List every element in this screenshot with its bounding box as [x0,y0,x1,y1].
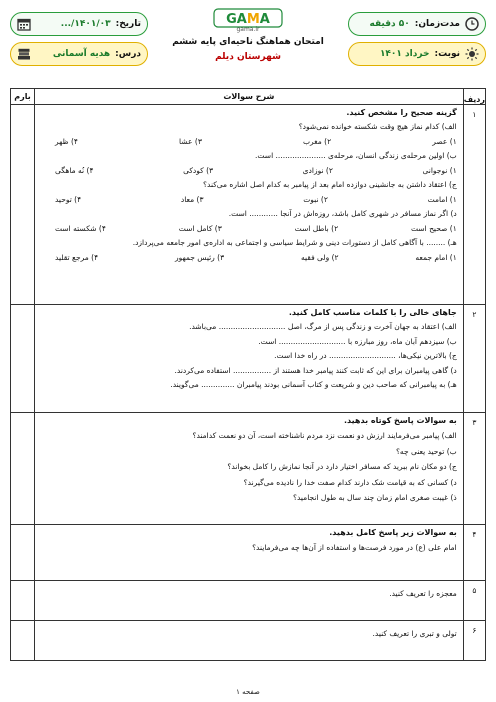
question-title: به سوالات پاسخ کوتاه بدهید. [343,416,457,425]
questions-table [10,88,486,661]
header-right-column [348,6,486,84]
subject-label: درس: [115,49,141,59]
options-row [41,222,457,237]
question-line: د) اگر نماز مسافر در شهری کامل باشد، روزه‌اش در آنجا ............ است. [228,209,457,218]
question-row [11,413,486,525]
option[interactable]: ۱) صحیح است [410,223,457,233]
option[interactable]: ۲) باطل است [294,223,339,233]
col-num-header: ردیف [463,89,485,105]
gama-logo-mark [213,8,283,28]
option[interactable]: ۱) عصر [432,136,457,146]
option[interactable]: ۱) امامت [427,194,457,204]
option[interactable]: ۲) نوزادی [302,165,333,175]
question-row [11,581,486,621]
question-row [11,525,486,581]
question-number: ۳ [463,413,485,525]
date-label: تاریخ: [115,19,141,29]
shift-value: خرداد ۱۴۰۱ [379,49,430,59]
col-score-header: بارم [11,89,35,105]
question-title: جاهای خالی را با کلمات مناسب کامل کنید. [288,308,457,317]
question-row [11,105,486,305]
question-line: الف) پیامبر می‌فرمایند ارزش دو نعمت نزد مردم ناشناخته است، آن دو نعمت کدامند؟ [192,431,457,440]
option[interactable]: ۳) کودکی [183,165,214,175]
date-value: ۱۴۰۱/۰۳/... [60,19,111,29]
score-cell [11,621,35,661]
question-line: هـ) به پیامبرانی که صاحب دین و شریعت و کتاب آسمانی بودند پیامبران .............. می‌گویند. [170,380,457,389]
question-body [35,305,464,413]
question-line: د) کسانی که به قیامت شک دارند کدام صفت خدا را نادیده می‌گیرند؟ [243,477,457,487]
question-line: الف) کدام نماز هیچ وقت شکسته خوانده نمی‌شود؟ [298,122,457,131]
options-row [41,135,457,150]
question-body [35,525,464,581]
option[interactable]: ۱) نوجوانی [422,165,457,175]
shift-pill [348,42,486,66]
question-row [11,621,486,661]
option[interactable]: ۲) مغرب [302,136,332,146]
option[interactable]: ۳) معاد [180,194,204,204]
option[interactable]: ۳) عشا [179,136,202,146]
svg-text:GAMA: GAMA [226,12,270,27]
question-line: معجزه را تعریف کنید. [389,589,457,598]
duration-pill [348,12,486,36]
question-number: ۴ [463,525,485,581]
option[interactable]: ۳) کامل است [178,223,222,233]
option[interactable]: ۴) مرجع تقلید [55,252,99,262]
duration-label: مدت‌زمان: [414,19,460,29]
sun-icon [465,47,479,61]
question-line: ج) دو مکان نام ببرید که مسافر اختیار دارد در آنجا نمازش را کامل بخواند؟ [227,462,457,471]
question-line: ب) توحید یعنی چه؟ [395,446,457,456]
question-title: به سوالات زیر پاسخ کامل بدهید. [329,528,457,537]
score-cell [11,305,35,413]
logo-subtext: gama.ir [236,26,260,33]
clock-icon [465,17,479,31]
question-line: ج) بالاترین نیکی‌ها، ............................ در راه خدا است. [274,351,457,360]
option[interactable]: ۲) نبوت [303,194,328,204]
col-desc-header: شرح سوالات [35,89,464,105]
question-body [35,581,464,621]
question-number: ۶ [463,621,485,661]
question-line: هـ) ........ با آگاهی کامل از دستورات دینی و شرایط سیاسی و اجتماعی به اداره‌ی امور جامعه می‌پردازد. [132,238,457,247]
question-number: ۲ [463,305,485,413]
score-cell [11,105,35,305]
option[interactable]: ۴) نُه ماهگی [55,165,94,175]
score-cell [11,413,35,525]
books-icon [17,47,31,61]
subject-pill [10,42,148,66]
header-center [148,6,348,84]
question-line: د) گاهی پیامبران برای این که ثابت کنند پیامبر خدا هستند از ................ استفاده می‌کردند. [174,365,457,375]
options-row [41,164,457,179]
option[interactable]: ۲) ولی فقیه [300,252,339,262]
calendar-icon [17,17,31,31]
exam-city: شهرستان دیلم [215,52,281,62]
question-body [35,105,464,305]
option[interactable]: ۳) رئیس جمهور [174,252,225,262]
question-line: ج) اعتقاد داشتن به جانشینی دوازده امام بعد از پیامبر به کدام اصل اشاره می‌کند؟ [203,180,457,189]
header-left-column [10,6,148,84]
question-line: ب) سیزدهم آبان ماه، روز مبارزه با ............................ است. [258,336,457,346]
option[interactable]: ۱) امام جمعه [415,252,457,262]
gama-logo [213,8,283,33]
question-line: ب) اولین مرحله‌ی زندگی انسان، مرحله‌ی ..................... است. [255,151,457,160]
duration-value: ۵۰ دقیقه [369,19,410,29]
question-number: ۱ [463,105,485,305]
question-title: گزینه صحیح را مشخص کنید. [346,108,457,117]
option[interactable]: ۴) شکسته است [55,223,106,233]
question-line: ذ) غیبت صغری امام زمان چند سال به طول انجامید؟ [293,493,457,502]
question-line: الف) اعتقاد به جهان آخرت و زندگی پس از مرگ، اصل ............................ می‌باشد. [189,322,457,331]
question-body [35,413,464,525]
table-header-row [11,89,486,105]
options-row [41,193,457,208]
question-body [35,621,464,661]
shift-label: نوبت: [434,49,460,59]
option[interactable]: ۴) ظهر [55,136,78,146]
options-row [41,251,457,266]
exam-header [10,6,486,84]
question-line: تولی و تبری را تعریف کنید. [372,629,457,638]
question-number: ۵ [463,581,485,621]
score-cell [11,525,35,581]
exam-title: امتحان هماهنگ ناحیه‌ای پایه ششم [172,37,324,47]
subject-value: هدیه آسمانی [52,49,111,59]
option[interactable]: ۴) توحید [55,194,82,204]
question-row [11,305,486,413]
question-line: امام علی (ع) در مورد فرصت‌ها و استفاده از آن‌ها چه می‌فرمایند؟ [252,543,457,552]
score-cell [11,581,35,621]
page-footer: صفحه ۱ [236,688,260,696]
date-pill [10,12,148,36]
